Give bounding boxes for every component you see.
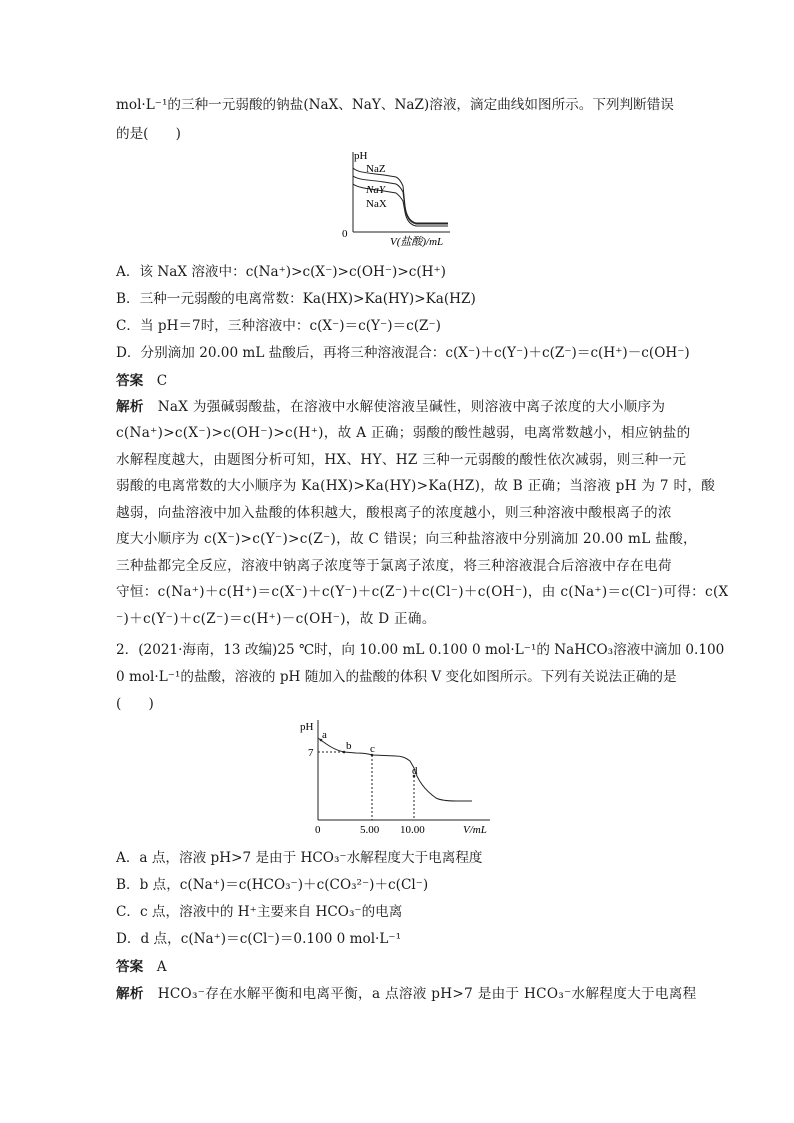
q2-answer-label: 答案 [116,959,144,975]
q2-answer [116,958,167,976]
q2-point-a: a [322,729,327,741]
q1-analysis-line-1 [116,398,665,416]
q1-option-d: D．分别滴加 20.00 mL 盐酸后，再将三种溶液混合：c(X⁻)＋c(Y⁻)＋c(Z⁻)＝c(H⁺)－c(OH⁻) [116,345,690,361]
q2-answer-value: A [156,959,167,975]
q1-titration-figure [336,146,466,250]
q1-analysis-line-4: 弱酸的电离常数的大小顺序为 Ka(HX)>Ka(HY)>Ka(HZ)，故 B 正确；当溶液 pH 为 7 时，酸 [116,478,716,494]
q2-xlabel: V/mL [463,824,487,836]
q1-analysis-line-8: 守恒：c(Na⁺)＋c(H⁺)＝c(X⁻)＋c(Y⁻)＋c(Z⁻)＋c(Cl⁻)＋c(OH⁻)，由 c(Na⁺)＝c(Cl⁻)可得：c(X [116,584,729,600]
q1-label-naz: NaZ [366,163,386,175]
q1-analysis-line-9: ⁻)＋c(Y⁻)＋c(Z⁻)＝c(H⁺)－c(OH⁻)，故 D 正确。 [116,611,436,627]
q1-analysis-text-1: NaX 为强碱弱酸盐，在溶液中水解使溶液呈碱性，则溶液中离子浓度的大小顺序为 [157,399,666,415]
q2-analysis-label: 解析 [116,986,144,1002]
q2-analysis-line-1 [116,985,697,1003]
q1-analysis-line-2: c(Na⁺)>c(X⁻)>c(OH⁻)>c(H⁺)，故 A 正确；弱酸的酸性越弱，电离常数越小，相应钠盐的 [116,425,691,441]
q1-option-b: B．三种一元弱酸的电离常数：Ka(HX)>Ka(HY)>Ka(HZ) [116,291,476,307]
q1-answer-value: C [156,373,168,389]
q2-ylabel: pH [300,721,314,733]
q2-point-d: d [412,765,418,777]
q1-answer [116,372,167,390]
q2-x-tick-10: 10.00 [400,824,425,836]
q2-y-tick-7: 7 [308,747,314,759]
q2-x-tick-0: 0 [315,824,321,836]
q1-option-c: C．当 pH＝7时，三种溶液中：c(X⁻)＝c(Y⁻)＝c(Z⁻) [116,318,441,334]
q2-option-a: A．a 点，溶液 pH>7 是由于 HCO₃⁻水解程度大于电离程度 [116,850,483,866]
q1-analysis-line-7: 三种盐都完全反应，溶液中钠离子浓度等于氯离子浓度，将三种溶液混合后溶液中存在电荷 [116,558,672,574]
q1-analysis-label: 解析 [116,399,144,415]
q1-answer-label: 答案 [116,373,144,389]
q1-analysis-line-3: 水解程度越大，由题图分析可知，HX、HY、HZ 三种一元弱酸的酸性依次减弱，则三种一元 [116,452,687,468]
q1-label-nax: NaX [366,198,387,210]
q1-stem-line-1: mol·L⁻¹的三种一元弱酸的钠盐(NaX、NaY、NaZ)溶液，滴定曲线如图所示。下列判断错误 [116,97,674,113]
q2-stem-line-2: 0 mol·L⁻¹的盐酸，溶液的 pH 随加入的盐酸的体积 V 变化如图所示。下列有关说法正确的是 [116,669,677,685]
q2-curve [318,738,472,801]
q2-stem-line-1: 2．(2021·海南，13 改编)25 ℃时，向 10.00 mL 0.100 0 mol·L⁻¹的 NaHCO₃溶液中滴加 0.100 [116,642,725,658]
q1-analysis-line-5: 越弱，向盐溶液中加入盐酸的体积越大，酸根离子的浓度越小，则三种溶液中酸根离子的浓 [116,505,672,521]
q2-point-b: b [346,740,352,752]
q1-option-a: A．该 NaX 溶液中：c(Na⁺)>c(X⁻)>c(OH⁻)>c(H⁺) [116,264,446,280]
q2-x-tick-5: 5.00 [360,824,380,836]
q1-analysis-line-6: 度大小顺序为 c(X⁻)>c(Y⁻)>c(Z⁻)，故 C 错误；向三种盐溶液中分别滴加 20.00 mL 盐酸， [116,531,697,547]
q1-ylabel: pH [354,150,368,162]
q1-stem-line-2: 的是( ) [116,126,181,142]
q2-point-c: c [370,743,375,755]
q2-option-d: D．d 点，c(Na⁺)＝c(Cl⁻)＝0.100 0 mol·L⁻¹ [116,931,402,947]
q2-option-c: C．c 点，溶液中的 H⁺主要来自 HCO₃⁻的电离 [116,904,403,920]
q2-option-b: B．b 点，c(Na⁺)＝c(HCO₃⁻)＋c(CO₃²⁻)＋c(Cl⁻) [116,877,429,893]
q2-titration-figure [296,716,502,840]
q1-origin: 0 [342,228,348,240]
q1-label-nay: NaY [366,184,385,196]
q2-stem-line-3: ( ) [116,696,154,712]
q2-analysis-text-1: HCO₃⁻存在水解平衡和电离平衡，a 点溶液 pH>7 是由于 HCO₃⁻水解程度大于电离程 [157,986,697,1002]
q1-xlabel: V(盐酸)/mL [390,236,444,248]
